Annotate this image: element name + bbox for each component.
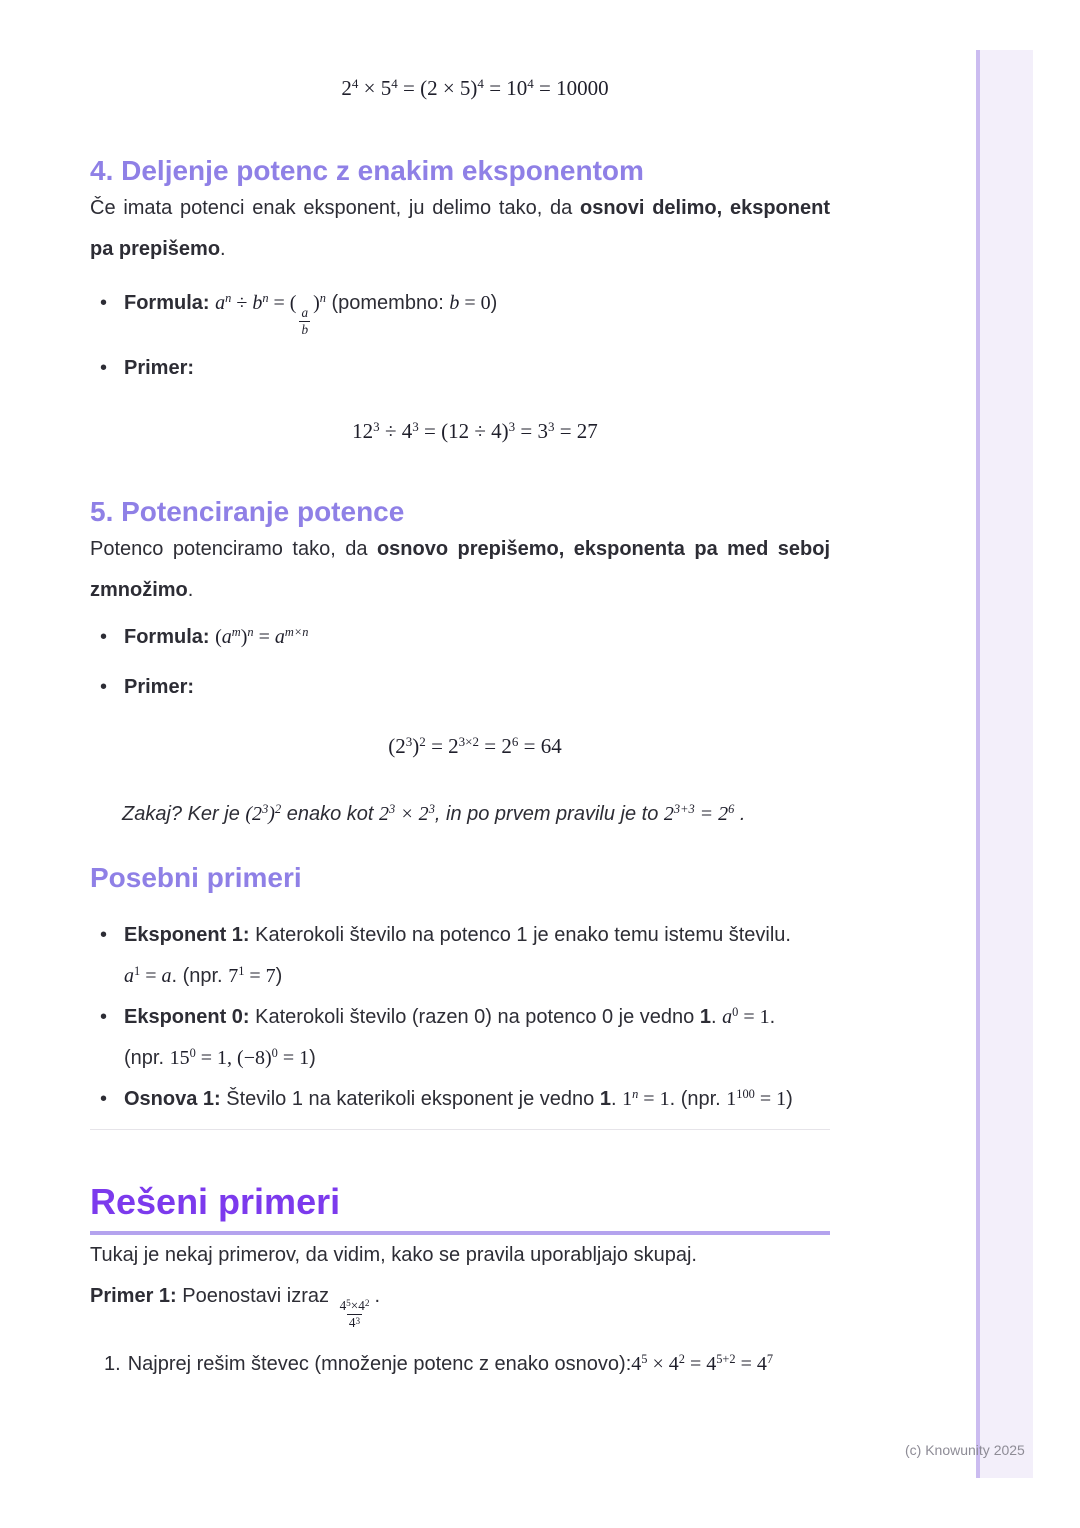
solved-examples-intro: Tukaj je nekaj primerov, da vidim, kako se pravila uporabljajo skupaj.: [90, 1243, 697, 1266]
section-5-paragraph: Potenco potenciramo tako, da osnovo prepišemo, eksponenta pa med seboj zmnožimo.: [90, 537, 831, 601]
page-side-strip: [976, 50, 1033, 1478]
special-case-exponent-1: • Eksponent 1: Katerokoli število na potenco 1 je enako temu istemu številu. $a^1 = a$. (npr. $7^1 = 7$): [90, 915, 830, 997]
section-5-formula-bullet: • Formula: $(a^m)^n = a^{m\times n}$: [90, 617, 830, 658]
special-cases-heading: Posebni primeri: [90, 861, 302, 893]
display-formula-product-same-exponent: $2^4 \times 5^4 = (2 \times 5)^4 = 10^4 = 10000$: [341, 75, 609, 100]
document-content: [90, 0, 830, 1385]
step-text: Najprej rešim števec (množenje potenc z enako $osnovo):4^5 \times 4^2 = 4^{5+2} = 4^7$: [127, 1352, 774, 1375]
section-5-primer-bullet: • Primer:: [90, 667, 830, 708]
footer-credit: (c) Knowunity 2025: [905, 1442, 1025, 1458]
section-4-heading: 4. Deljenje potenc z enakim eksponentom: [90, 155, 644, 186]
primer-1-statement: Primer 1: Poenostavi izraz $\frac{4^5\times 4^2}{4^3}$ .: [90, 1284, 380, 1331]
step-number: 1.: [104, 1352, 121, 1375]
display-formula-division-example: $12^3 \div 4^3 = (12 \div 4)^3 = 3^3 = 27$: [352, 418, 598, 443]
why-note: Zakaj? Ker je $(2^3)^2$ enako kot $2^3 \times 2^3$, in po prvem pravilu je to $2^{3+3} = 2^6$ .: [122, 802, 746, 825]
special-case-base-1: • Osnova 1: Število 1 na katerikoli eksponent je vedno 1. $1^n = 1$. (npr. $1^{100} = 1$): [90, 1079, 830, 1120]
section-4-bullet-list: [90, 283, 830, 389]
section-divider: [90, 1129, 830, 1130]
solved-examples-title: Rešeni primeri: [90, 1180, 341, 1222]
special-cases-bullet-list: [90, 915, 830, 1120]
section-4-formula-bullet: • Formula: $a^n \div b^n$ = ( $\frac{a}{b}$ )$^n$ (pomembno: b = 0): [90, 283, 830, 339]
section-5-bullet-list: [90, 617, 830, 708]
display-formula-power-of-power-example: $(2^3)^2 = 2^{3\times 2} = 2^6 = 64$: [388, 733, 562, 758]
section-5-heading: 5. Potenciranje potence: [90, 495, 405, 527]
section-4-paragraph: Če imata potenci enak eksponent, ju delimo tako, da osnovi delimo, eksponent pa prepišemo.: [90, 197, 830, 260]
primer-1-step-1: [90, 1344, 830, 1385]
special-case-exponent-0: • Eksponent 0: Katerokoli število (razen 0) na potenco 0 je vedno 1. $a^0 = 1$. (npr. $15^0 = 1$, $(-8)^0 = 1$): [90, 997, 830, 1079]
section-4-primer-bullet: • Primer:: [90, 348, 830, 389]
